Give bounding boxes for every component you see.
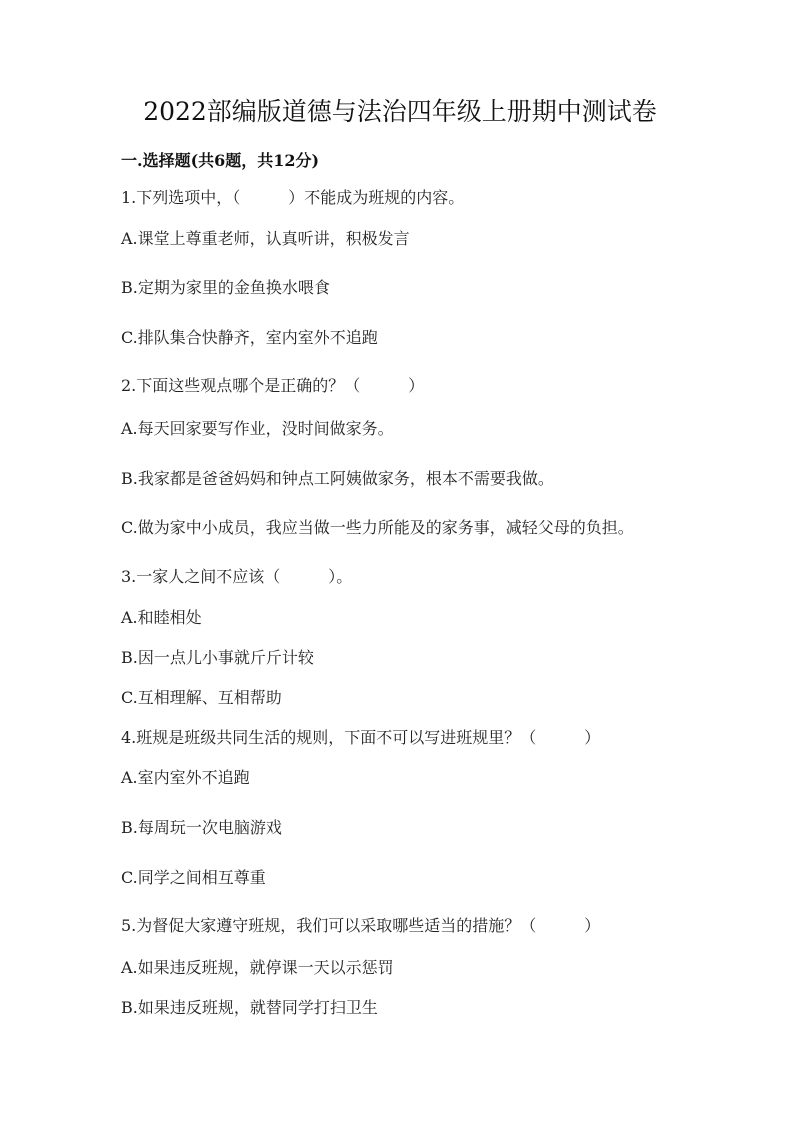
question-1-option-b: B.定期为家里的金鱼换水喂食: [121, 278, 330, 297]
question-5-option-a: A.如果违反班规，就停课一天以示惩罚: [121, 958, 394, 977]
question-4-option-b: B.每周玩一次电脑游戏: [121, 818, 282, 837]
question-5-option-b: B.如果违反班规，就替同学打扫卫生: [121, 998, 378, 1017]
question-3-option-a: A.和睦相处: [121, 608, 202, 627]
question-4-option-c: C.同学之间相互尊重: [121, 868, 266, 887]
question-3-option-c: C.互相理解、互相帮助: [121, 688, 282, 707]
question-2-option-b: B.我家都是爸爸妈妈和钟点工阿姨做家务，根本不需要我做。: [121, 469, 554, 488]
section-heading: 一.选择题(共6题，共12分): [121, 151, 320, 170]
question-4-option-a: A.室内室外不追跑: [121, 768, 250, 787]
question-1-option-c: C.排队集合快静齐，室内室外不追跑: [121, 328, 378, 347]
question-2-option-c: C.做为家中小成员，我应当做一些力所能及的家务事，减轻父母的负担。: [121, 518, 634, 537]
question-1-stem: 1.下列选项中，（ ）不能成为班规的内容。: [121, 188, 465, 207]
question-5-stem: 5.为督促大家遵守班规，我们可以采取哪些适当的措施？（ ）: [121, 916, 601, 935]
question-3-option-b: B.因一点儿小事就斤斤计较: [121, 648, 314, 667]
exam-title: 2022部编版道德与法治四年级上册期中测试卷: [143, 97, 657, 126]
question-1-option-a: A.课堂上尊重老师，认真听讲，积极发言: [121, 229, 410, 248]
question-3-stem: 3.一家人之间不应该（ ）。: [121, 567, 353, 586]
question-2-stem: 2.下面这些观点哪个是正确的？（ ）: [121, 376, 425, 395]
question-2-option-a: A.每天回家要写作业，没时间做家务。: [121, 419, 394, 438]
question-4-stem: 4.班规是班级共同生活的规则，下面不可以写进班规里？（ ）: [121, 728, 601, 747]
